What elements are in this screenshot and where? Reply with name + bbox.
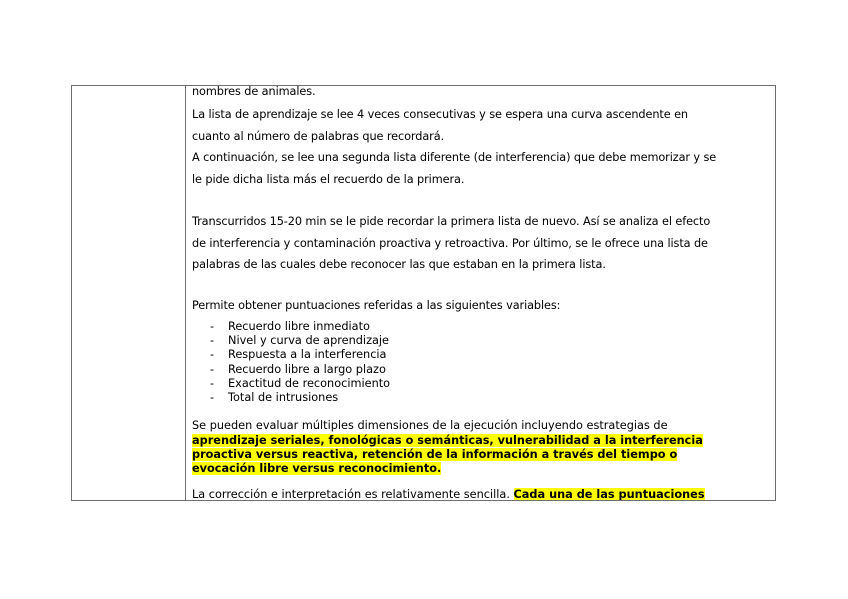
highlighted-text: Cada una de las puntuaciones xyxy=(513,488,705,501)
text-line: palabras de las cuales debe reconocer las que estaban en la primera lista. xyxy=(192,258,606,271)
list-item: - Respuesta a la interferencia xyxy=(210,348,387,362)
text-line: La corrección e interpretación es relativamente sencilla. xyxy=(192,488,514,501)
text-line: Se pueden evaluar múltiples dimensiones de la ejecución incluyendo estrategias de xyxy=(192,419,668,433)
variables-intro: Permite obtener puntuaciones referidas a las siguientes variables: xyxy=(192,298,561,312)
highlighted-text: evocación libre versus reconocimiento. xyxy=(192,462,442,476)
text-line: A continuación, se lee una segunda lista diferente (de interferencia) que debe memorizar y se xyxy=(192,151,717,164)
table-left-cell xyxy=(72,86,186,500)
content-table xyxy=(71,85,776,501)
list-item: - Total de intrusiones xyxy=(210,391,339,405)
text-line: La lista de aprendizaje se lee 4 veces consecutivas y se espera una curva ascendente en xyxy=(192,108,688,121)
dimensions-paragraph xyxy=(192,419,767,476)
table-right-cell xyxy=(192,86,767,500)
list-item: - Recuerdo libre a largo plazo xyxy=(210,362,386,376)
variables-list xyxy=(192,320,767,405)
text-line: de interferencia y contaminación proactiva y retroactiva. Por último, se le ofrece una lista de xyxy=(192,236,708,250)
list-item: - Nivel y curva de aprendizaje xyxy=(210,334,390,348)
highlighted-text: aprendizaje seriales, fonológicas o semánticas, vulnerabilidad a la interferencia xyxy=(192,433,703,447)
text-line: nombres de animales. xyxy=(192,85,316,98)
highlighted-text: proactiva versus reactiva, retención de la información a través del tiempo o xyxy=(192,447,678,461)
text-line: cuanto al número de palabras que recordará. xyxy=(192,129,445,143)
correction-paragraph xyxy=(192,488,767,501)
text-line: Transcurridos 15-20 min se le pide recordar la primera lista de nuevo. Así se analiza el efecto xyxy=(192,215,711,228)
list-item: - Recuerdo libre inmediato xyxy=(210,320,370,333)
list-item: - Exactitud de reconocimiento xyxy=(210,376,391,390)
text-line: le pide dicha lista más el recuerdo de la primera. xyxy=(192,172,465,186)
